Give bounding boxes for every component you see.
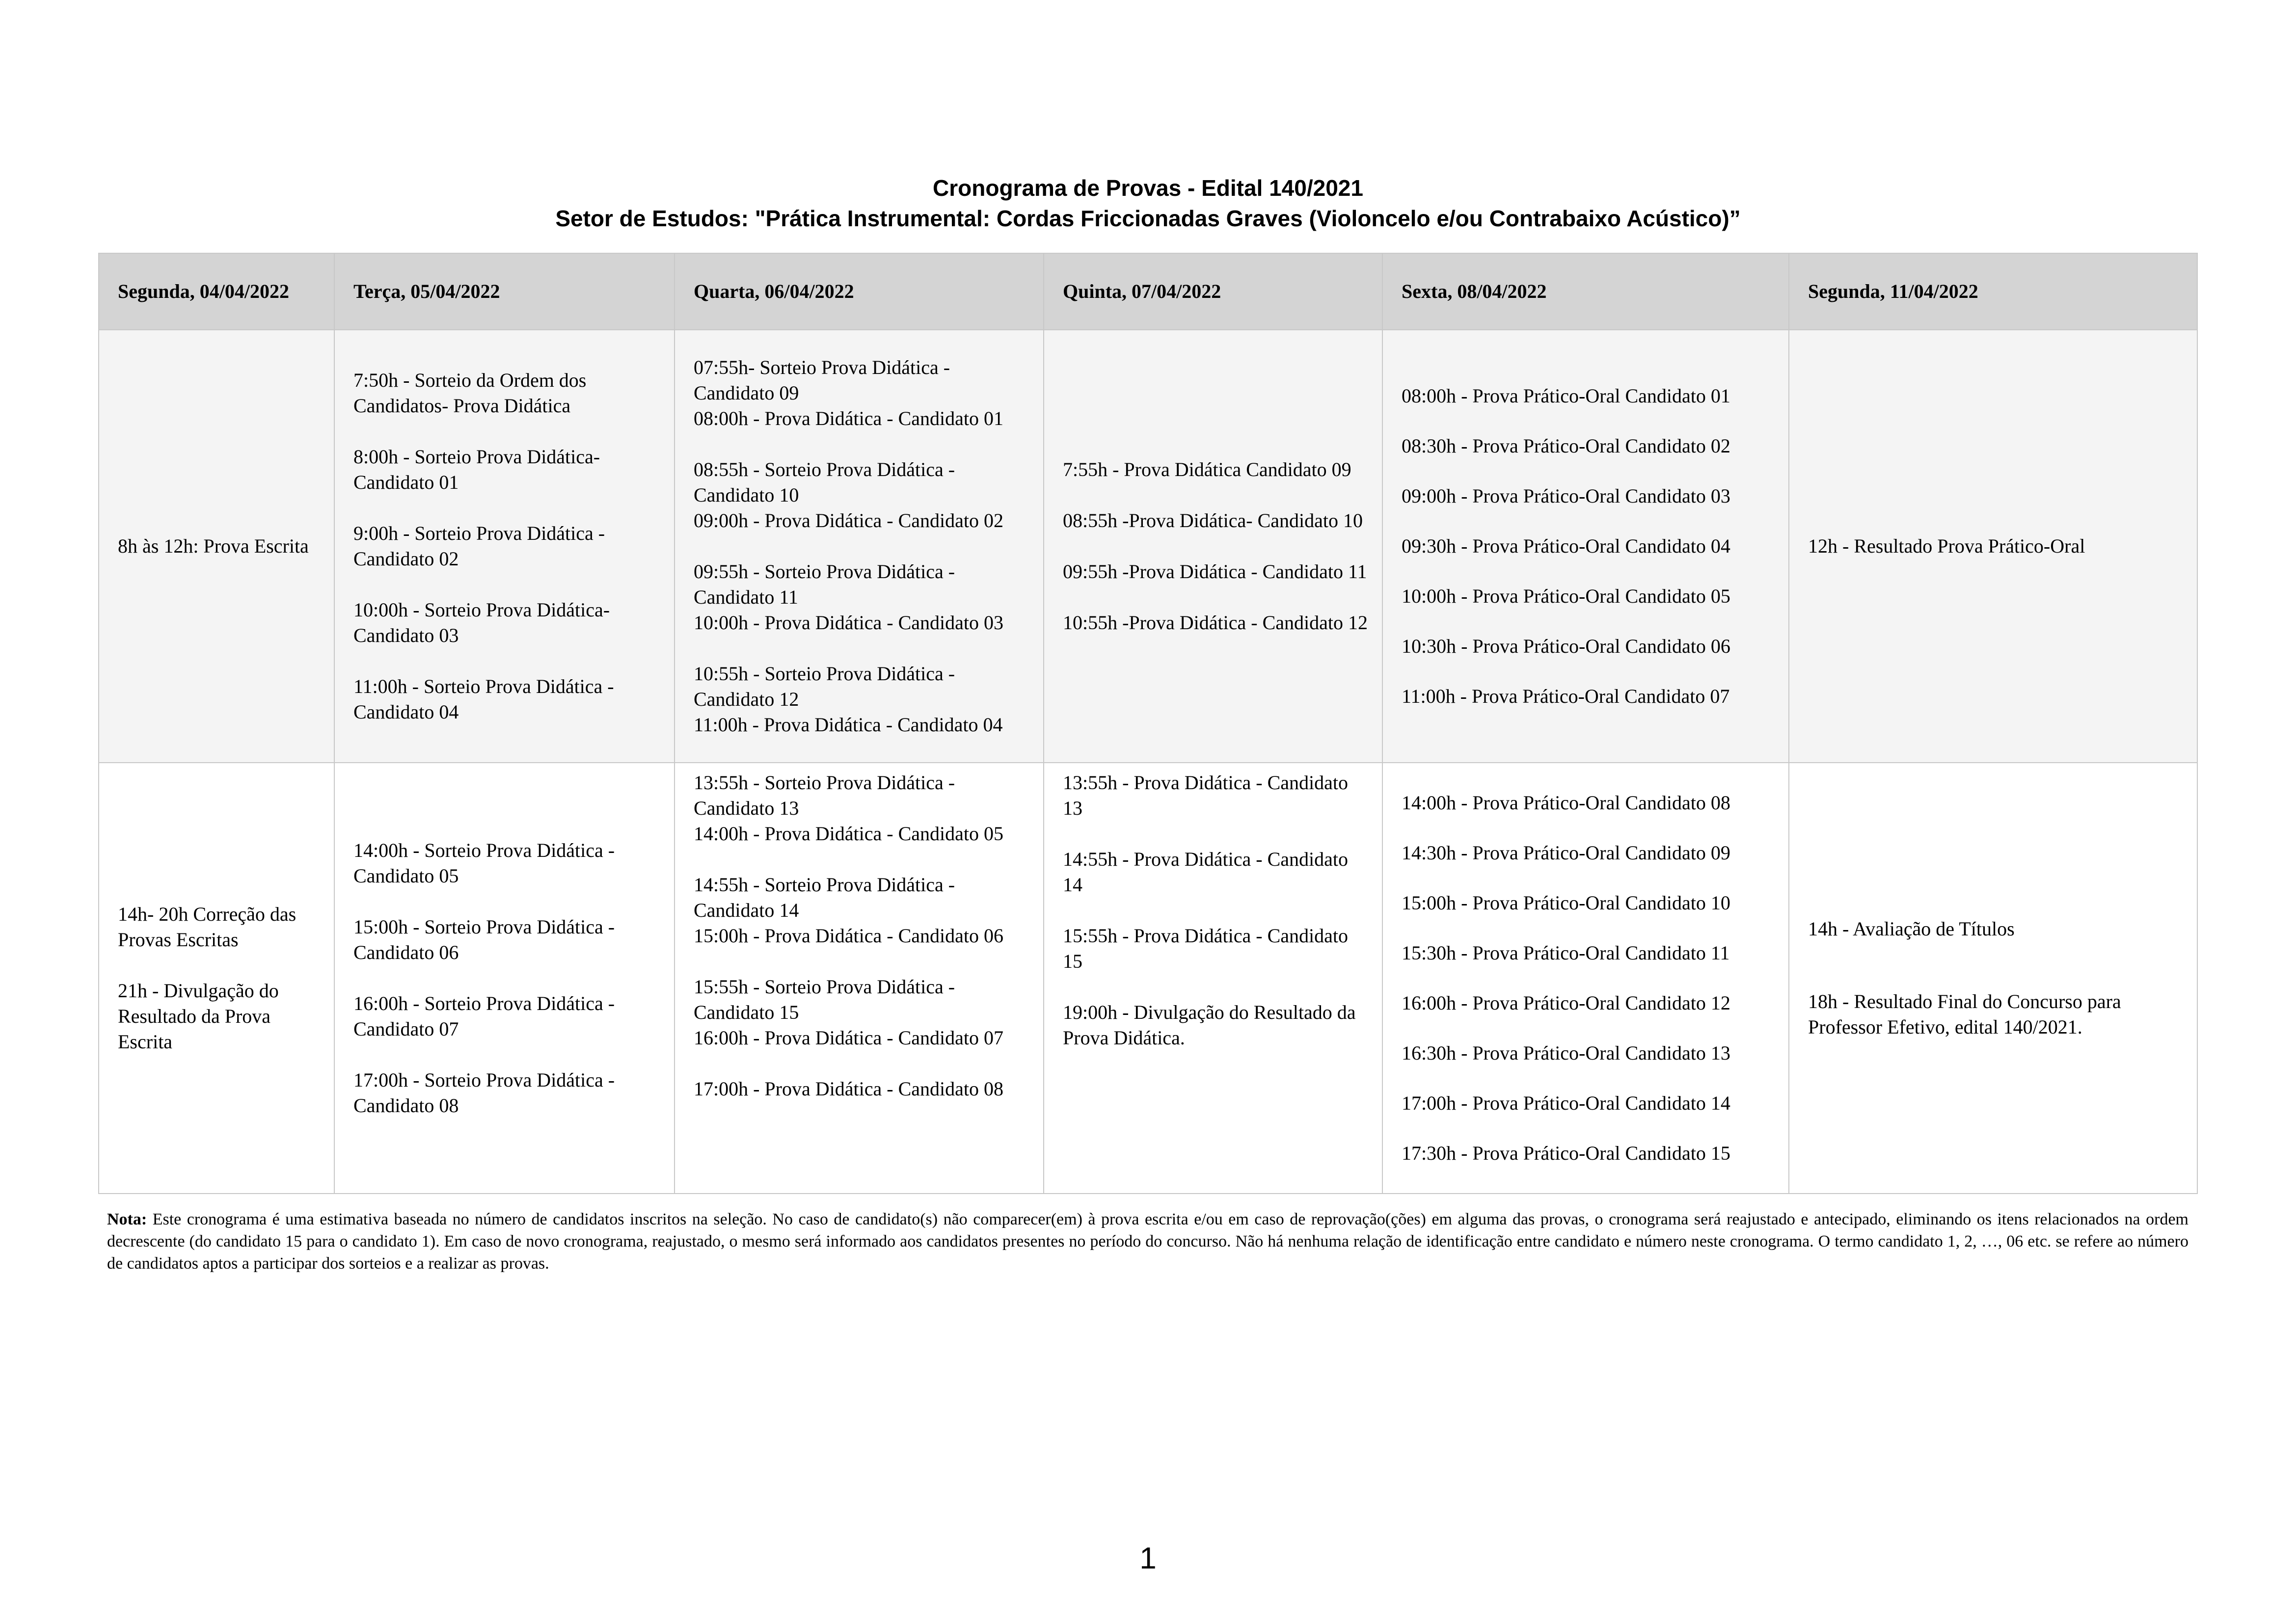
schedule-entry: 14:30h - Prova Prático-Oral Candidato 09 [1402, 842, 1730, 864]
schedule-entry: 15:55h - Sorteio Prova Didática - Candidato 15 [694, 976, 955, 1023]
schedule-entry: 08:55h - Sorteio Prova Didática - Candidato 10 [694, 458, 955, 506]
column-header-thursday-07: Quinta, 07/04/2022 [1044, 253, 1382, 330]
schedule-entry: 15:55h - Prova Didática - Candidato 15 [1063, 925, 1348, 972]
footnote-text: Este cronograma é uma estimativa baseada no número de candidatos inscritos na seleção. No caso de candidato(s) não comparecer(em) à prova escrita e/ou em caso de reprovação(ções) em alguma das provas, o cronograma será reajustado e antecipado, eliminando os itens relacionados na ordem decrescente (do candidato 15 para o candidato 1). Em caso de novo cronograma, reajustado, o mesmo será informado aos candidatos presentes no período do concurso. Não há nenhuma relação de identificação entre candidato e número neste cronograma. O termo candidato 1, 2, …, 06 etc. se refere ao número de candidatos aptos a participar dos sorteios e a realizar as provas. [107, 1210, 2189, 1273]
schedule-entry: 14h - Avaliação de Títulos [1808, 918, 2015, 940]
table-cell [1044, 330, 1382, 763]
table-cell [1044, 763, 1382, 1194]
table-cell [1382, 330, 1789, 763]
header-row [99, 253, 2197, 330]
table-cell [1789, 330, 2197, 763]
schedule-entry: 08:00h - Prova Prático-Oral Candidato 01 [1402, 385, 1730, 407]
footnote-label: Nota: [107, 1210, 147, 1228]
schedule-entry: 14:00h - Prova Didática - Candidato 05 [694, 823, 1003, 845]
table-cell [1789, 763, 2197, 1194]
document-subtitle: Setor de Estudos: "Prática Instrumental: Cordas Friccionadas Graves (Violoncelo e/ou Contrabaixo Acústico)” [555, 206, 1741, 231]
column-header-monday-04: Segunda, 04/04/2022 [99, 253, 334, 330]
schedule-entry: 19:00h - Divulgação do Resultado da Prova Didática. [1063, 1001, 1356, 1049]
schedule-entry: 14:55h - Sorteio Prova Didática - Candidato 14 [694, 874, 955, 921]
schedule-entry: 13:55h - Sorteio Prova Didática - Candidato 13 [694, 771, 955, 819]
table-cell [1382, 763, 1789, 1194]
column-header-friday-08: Sexta, 08/04/2022 [1382, 253, 1789, 330]
cell-entries [1402, 790, 1779, 1166]
schedule-entry: 14h- 20h Correção das Provas Escritas [118, 903, 297, 951]
cell-entries [1402, 383, 1779, 709]
schedule-entry: 08:55h -Prova Didática- Candidato 10 [1063, 509, 1363, 532]
schedule-entry: 17:00h - Prova Prático-Oral Candidato 14 [1402, 1092, 1730, 1114]
schedule-entry: 15:30h - Prova Prático-Oral Candidato 11 [1402, 942, 1730, 964]
table-cell [99, 763, 334, 1194]
table-cell [334, 763, 675, 1194]
schedule-entry: 10:30h - Prova Prático-Oral Candidato 06 [1402, 635, 1730, 657]
schedule-entry: 11:00h - Sorteio Prova Didática - Candidato 04 [353, 675, 614, 723]
schedule-entry: 15:00h - Prova Prático-Oral Candidato 10 [1402, 892, 1730, 914]
schedule-entry: 15:00h - Prova Didática - Candidato 06 [694, 925, 1003, 947]
schedule-entry: 10:55h - Sorteio Prova Didática - Candidato 12 [694, 663, 955, 710]
schedule-entry: 16:00h - Prova Didática - Candidato 07 [694, 1027, 1003, 1049]
schedule-entry: 7:55h - Prova Didática Candidato 09 [1063, 458, 1351, 480]
schedule-entry: 08:30h - Prova Prático-Oral Candidato 02 [1402, 435, 1730, 457]
schedule-entry: 7:50h - Sorteio da Ordem dos Candidatos- Prova Didática [353, 369, 587, 417]
cell-entries [1808, 533, 2187, 559]
page-title [0, 173, 2296, 234]
schedule-entry: 18h - Resultado Final do Concurso para Professor Efetivo, edital 140/2021. [1808, 990, 2121, 1038]
schedule-entry: 11:00h - Prova Didática - Candidato 04 [694, 714, 1003, 736]
column-header-tuesday-05: Terça, 05/04/2022 [334, 253, 675, 330]
schedule-entry: 9:00h - Sorteio Prova Didática - Candidato 02 [353, 522, 605, 570]
schedule-entry: 08:00h - Prova Didática - Candidato 01 [694, 407, 1003, 429]
cell-entries [118, 902, 324, 1055]
schedule-entry: 16:00h - Prova Prático-Oral Candidato 12 [1402, 992, 1730, 1014]
schedule-entry: 09:55h - Sorteio Prova Didática - Candidato 11 [694, 560, 955, 608]
schedule-entry: 21h - Divulgação do Resultado da Prova Escrita [118, 980, 279, 1053]
schedule-entry: 14:00h - Sorteio Prova Didática - Candidato 05 [353, 839, 615, 887]
document-title: Cronograma de Provas - Edital 140/2021 [933, 175, 1363, 201]
schedule-entry: 13:55h - Prova Didática - Candidato 13 [1063, 771, 1348, 819]
schedule-entry: 17:00h - Prova Didática - Candidato 08 [694, 1078, 1003, 1100]
schedule-table [98, 253, 2198, 1194]
schedule-entry: 16:00h - Sorteio Prova Didática - Candidato 07 [353, 992, 615, 1040]
cell-entries [353, 368, 664, 725]
table-cell [334, 330, 675, 763]
schedule-entry: 09:30h - Prova Prático-Oral Candidato 04 [1402, 535, 1730, 557]
table-cell [675, 763, 1044, 1194]
cell-entries [1808, 916, 2187, 1040]
table-cell [675, 330, 1044, 763]
schedule-entry: 14:00h - Prova Prático-Oral Candidato 08 [1402, 792, 1730, 814]
cell-entries [118, 533, 324, 559]
cell-entries [353, 838, 664, 1118]
schedule-entry: 10:00h - Prova Didática - Candidato 03 [694, 612, 1003, 634]
schedule-entry: 15:00h - Sorteio Prova Didática - Candidato 06 [353, 916, 615, 963]
schedule-entry: 8:00h - Sorteio Prova Didática- Candidato 01 [353, 446, 600, 493]
page-number: 1 [1139, 1542, 1157, 1575]
schedule-entry: 07:55h- Sorteio Prova Didática - Candidato 09 [694, 356, 950, 404]
schedule-entry: 09:55h -Prova Didática - Candidato 11 [1063, 560, 1367, 583]
schedule-entry: 10:55h -Prova Didática - Candidato 12 [1063, 612, 1368, 634]
cell-entries [694, 770, 1033, 1102]
schedule-entry: 10:00h - Prova Prático-Oral Candidato 05 [1402, 585, 1730, 607]
table-cell [99, 330, 334, 763]
schedule-entry: 10:00h - Sorteio Prova Didática- Candidato 03 [353, 599, 610, 646]
schedule-entry: 17:00h - Sorteio Prova Didática - Candidato 08 [353, 1069, 615, 1117]
schedule-entry: 09:00h - Prova Didática - Candidato 02 [694, 509, 1003, 532]
schedule-entry: 11:00h - Prova Prático-Oral Candidato 07 [1402, 685, 1730, 707]
schedule-entry: 12h - Resultado Prova Prático-Oral [1808, 535, 2085, 557]
table-row-morning [99, 330, 2197, 763]
schedule-entry: 14:55h - Prova Didática - Candidato 14 [1063, 848, 1348, 896]
footnote [107, 1208, 2188, 1275]
column-header-wednesday-06: Quarta, 06/04/2022 [675, 253, 1044, 330]
column-header-monday-11: Segunda, 11/04/2022 [1789, 253, 2197, 330]
cell-entries [1063, 457, 1372, 636]
cell-entries [1063, 770, 1372, 1051]
schedule-entry: 17:30h - Prova Prático-Oral Candidato 15 [1402, 1142, 1730, 1164]
cell-entries [694, 355, 1033, 738]
table-row-afternoon [99, 763, 2197, 1194]
schedule-entry: 8h às 12h: Prova Escrita [118, 535, 309, 557]
schedule-entry: 09:00h - Prova Prático-Oral Candidato 03 [1402, 485, 1730, 507]
schedule-entry: 16:30h - Prova Prático-Oral Candidato 13 [1402, 1042, 1730, 1064]
